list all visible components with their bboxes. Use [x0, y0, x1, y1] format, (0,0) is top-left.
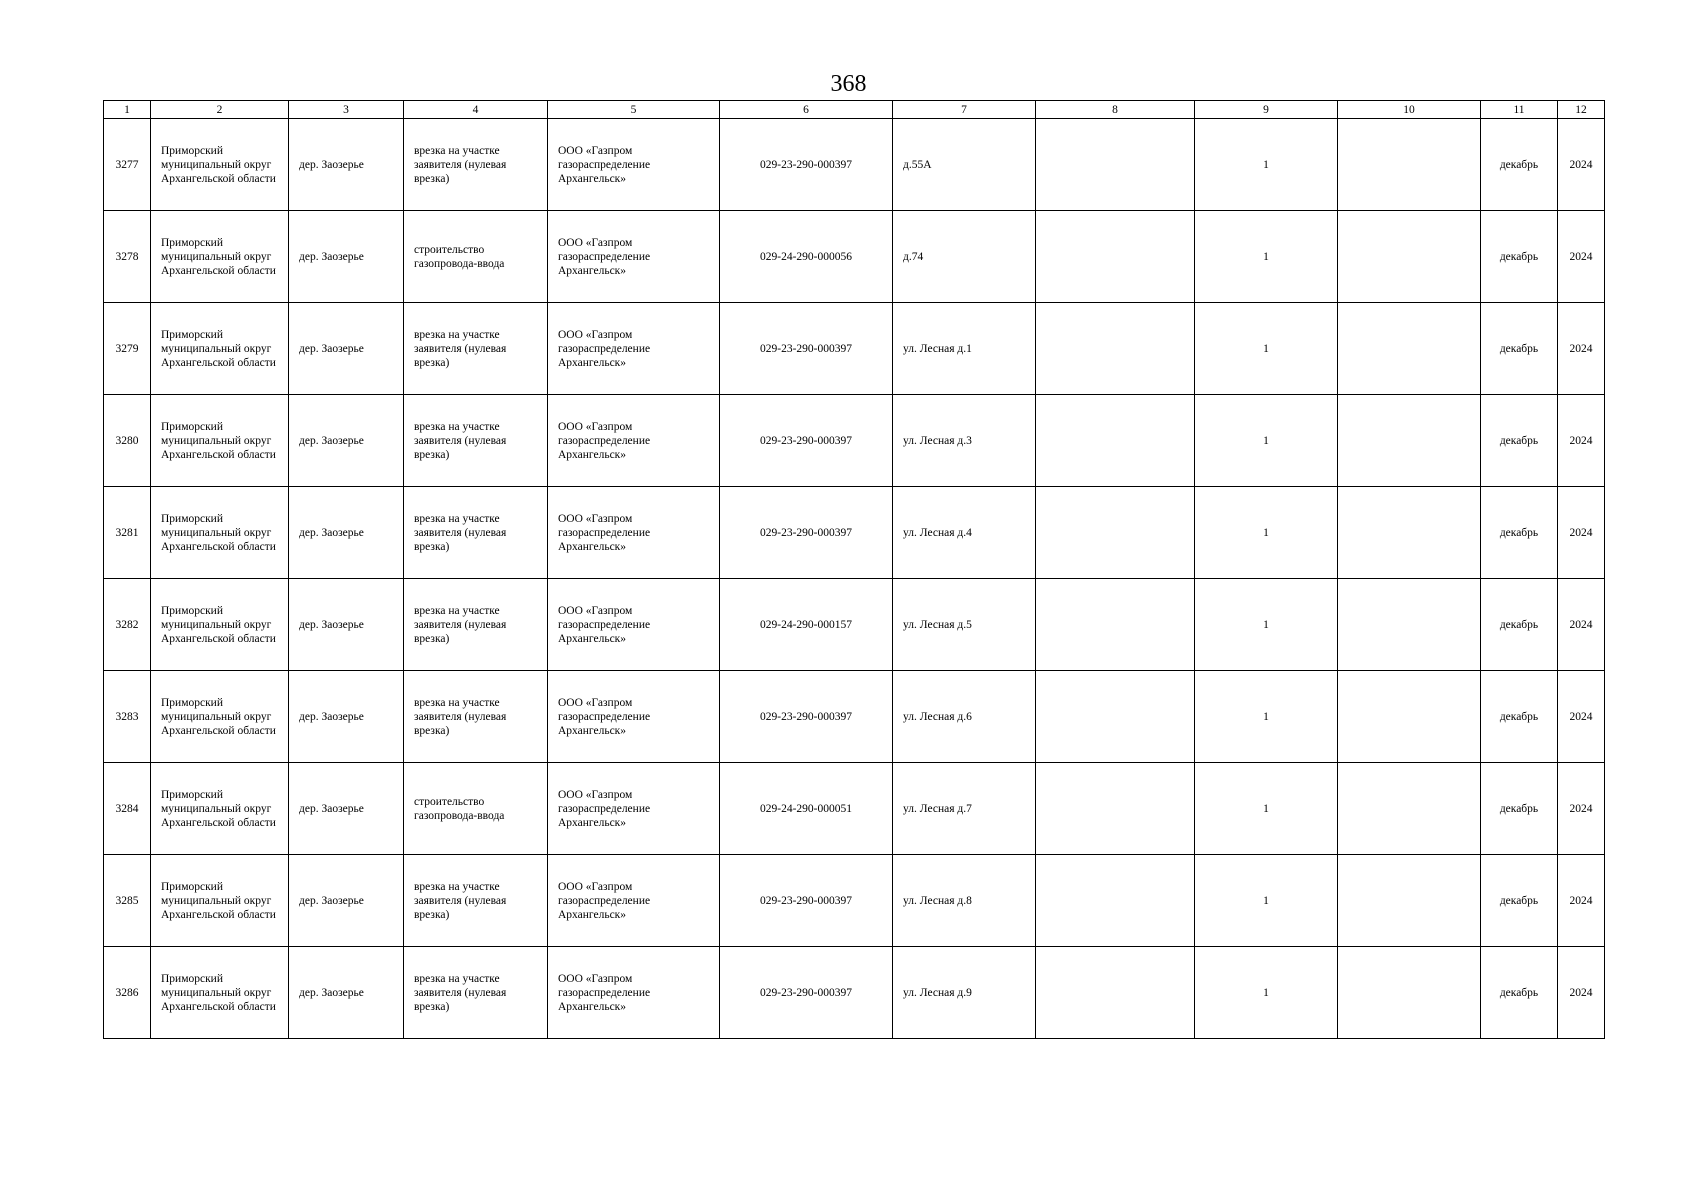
municipality-cell: Приморский муниципальный округ Архангельской области — [151, 763, 289, 855]
column-10-cell — [1338, 579, 1481, 671]
work-type-cell: врезка на участке заявителя (нулевая врезка) — [404, 395, 548, 487]
permit-code-cell: 029-23-290-000397 — [720, 303, 893, 395]
settlement-cell: дер. Заозерье — [289, 671, 404, 763]
column-10-cell — [1338, 855, 1481, 947]
municipality-cell: Приморский муниципальный округ Архангельской области — [151, 211, 289, 303]
column-10-cell — [1338, 211, 1481, 303]
table-row — [104, 579, 1605, 671]
row-number-cell: 3279 — [104, 303, 151, 395]
address-cell: ул. Лесная д.3 — [893, 395, 1036, 487]
page-number: 368 — [830, 71, 867, 97]
organization-cell: ООО «Газпром газораспределение Архангельск» — [548, 855, 720, 947]
settlement-cell: дер. Заозерье — [289, 119, 404, 211]
table-row — [104, 395, 1605, 487]
column-header-9: 9 — [1195, 101, 1338, 119]
organization-cell: ООО «Газпром газораспределение Архангельск» — [548, 947, 720, 1039]
address-cell: ул. Лесная д.5 — [893, 579, 1036, 671]
count-cell: 1 — [1195, 763, 1338, 855]
address-cell: ул. Лесная д.7 — [893, 763, 1036, 855]
permit-code-cell: 029-24-290-000051 — [720, 763, 893, 855]
year-cell: 2024 — [1558, 119, 1605, 211]
organization-cell: ООО «Газпром газораспределение Архангельск» — [548, 763, 720, 855]
row-number-cell: 3277 — [104, 119, 151, 211]
year-cell: 2024 — [1558, 855, 1605, 947]
month-cell: декабрь — [1481, 579, 1558, 671]
year-cell: 2024 — [1558, 579, 1605, 671]
row-number-cell: 3280 — [104, 395, 151, 487]
column-header-4: 4 — [404, 101, 548, 119]
column-header-11: 11 — [1481, 101, 1558, 119]
count-cell: 1 — [1195, 119, 1338, 211]
year-cell: 2024 — [1558, 947, 1605, 1039]
column-8-cell — [1036, 947, 1195, 1039]
count-cell: 1 — [1195, 395, 1338, 487]
row-number-cell: 3285 — [104, 855, 151, 947]
work-type-cell: врезка на участке заявителя (нулевая врезка) — [404, 303, 548, 395]
organization-cell: ООО «Газпром газораспределение Архангельск» — [548, 671, 720, 763]
work-type-cell: врезка на участке заявителя (нулевая врезка) — [404, 947, 548, 1039]
settlement-cell: дер. Заозерье — [289, 487, 404, 579]
work-type-cell: врезка на участке заявителя (нулевая врезка) — [404, 119, 548, 211]
settlement-cell: дер. Заозерье — [289, 211, 404, 303]
municipality-cell: Приморский муниципальный округ Архангельской области — [151, 303, 289, 395]
settlement-cell: дер. Заозерье — [289, 947, 404, 1039]
column-header-5: 5 — [548, 101, 720, 119]
column-header-7: 7 — [893, 101, 1036, 119]
address-cell: д.74 — [893, 211, 1036, 303]
column-8-cell — [1036, 303, 1195, 395]
permit-code-cell: 029-23-290-000397 — [720, 671, 893, 763]
column-header-10: 10 — [1338, 101, 1481, 119]
permit-code-cell: 029-23-290-000397 — [720, 487, 893, 579]
year-cell: 2024 — [1558, 303, 1605, 395]
table-row — [104, 303, 1605, 395]
permit-code-cell: 029-23-290-000397 — [720, 395, 893, 487]
column-8-cell — [1036, 395, 1195, 487]
table-row — [104, 487, 1605, 579]
column-8-cell — [1036, 671, 1195, 763]
column-number-row — [104, 101, 1605, 119]
organization-cell: ООО «Газпром газораспределение Архангельск» — [548, 119, 720, 211]
count-cell: 1 — [1195, 303, 1338, 395]
work-type-cell: врезка на участке заявителя (нулевая врезка) — [404, 579, 548, 671]
row-number-cell: 3283 — [104, 671, 151, 763]
permit-code-cell: 029-23-290-000397 — [720, 119, 893, 211]
column-10-cell — [1338, 671, 1481, 763]
address-cell: д.55А — [893, 119, 1036, 211]
column-header-3: 3 — [289, 101, 404, 119]
month-cell: декабрь — [1481, 855, 1558, 947]
year-cell: 2024 — [1558, 211, 1605, 303]
column-header-8: 8 — [1036, 101, 1195, 119]
count-cell: 1 — [1195, 211, 1338, 303]
permit-code-cell: 029-23-290-000397 — [720, 947, 893, 1039]
organization-cell: ООО «Газпром газораспределение Архангельск» — [548, 579, 720, 671]
column-10-cell — [1338, 763, 1481, 855]
address-cell: ул. Лесная д.4 — [893, 487, 1036, 579]
table-row — [104, 119, 1605, 211]
count-cell: 1 — [1195, 855, 1338, 947]
column-8-cell — [1036, 211, 1195, 303]
permit-code-cell: 029-24-290-000056 — [720, 211, 893, 303]
month-cell: декабрь — [1481, 119, 1558, 211]
month-cell: декабрь — [1481, 303, 1558, 395]
work-type-cell: строительство газопровода-ввода — [404, 763, 548, 855]
table-row — [104, 855, 1605, 947]
column-8-cell — [1036, 119, 1195, 211]
month-cell: декабрь — [1481, 211, 1558, 303]
column-8-cell — [1036, 579, 1195, 671]
permit-code-cell: 029-23-290-000397 — [720, 855, 893, 947]
table-body — [104, 119, 1605, 1039]
column-8-cell — [1036, 855, 1195, 947]
column-10-cell — [1338, 487, 1481, 579]
month-cell: декабрь — [1481, 763, 1558, 855]
count-cell: 1 — [1195, 947, 1338, 1039]
year-cell: 2024 — [1558, 395, 1605, 487]
row-number-cell: 3286 — [104, 947, 151, 1039]
table-row — [104, 671, 1605, 763]
column-10-cell — [1338, 947, 1481, 1039]
municipality-cell: Приморский муниципальный округ Архангельской области — [151, 855, 289, 947]
month-cell: декабрь — [1481, 671, 1558, 763]
work-type-cell: врезка на участке заявителя (нулевая врезка) — [404, 487, 548, 579]
row-number-cell: 3281 — [104, 487, 151, 579]
settlement-cell: дер. Заозерье — [289, 763, 404, 855]
month-cell: декабрь — [1481, 395, 1558, 487]
column-10-cell — [1338, 303, 1481, 395]
table-row — [104, 763, 1605, 855]
work-type-cell: строительство газопровода-ввода — [404, 211, 548, 303]
column-header-1: 1 — [104, 101, 151, 119]
organization-cell: ООО «Газпром газораспределение Архангельск» — [548, 487, 720, 579]
organization-cell: ООО «Газпром газораспределение Архангельск» — [548, 395, 720, 487]
count-cell: 1 — [1195, 487, 1338, 579]
address-cell: ул. Лесная д.6 — [893, 671, 1036, 763]
month-cell: декабрь — [1481, 487, 1558, 579]
permit-code-cell: 029-24-290-000157 — [720, 579, 893, 671]
organization-cell: ООО «Газпром газораспределение Архангельск» — [548, 303, 720, 395]
year-cell: 2024 — [1558, 763, 1605, 855]
row-number-cell: 3284 — [104, 763, 151, 855]
year-cell: 2024 — [1558, 487, 1605, 579]
municipality-cell: Приморский муниципальный округ Архангельской области — [151, 947, 289, 1039]
municipality-cell: Приморский муниципальный округ Архангельской области — [151, 487, 289, 579]
municipality-cell: Приморский муниципальный округ Архангельской области — [151, 579, 289, 671]
row-number-cell: 3282 — [104, 579, 151, 671]
column-10-cell — [1338, 119, 1481, 211]
work-type-cell: врезка на участке заявителя (нулевая врезка) — [404, 855, 548, 947]
municipality-cell: Приморский муниципальный округ Архангельской области — [151, 671, 289, 763]
table-row — [104, 211, 1605, 303]
address-cell: ул. Лесная д.8 — [893, 855, 1036, 947]
column-8-cell — [1036, 487, 1195, 579]
address-cell: ул. Лесная д.1 — [893, 303, 1036, 395]
settlement-cell: дер. Заозерье — [289, 855, 404, 947]
settlement-cell: дер. Заозерье — [289, 303, 404, 395]
month-cell: декабрь — [1481, 947, 1558, 1039]
register-table — [103, 100, 1605, 1039]
table-row — [104, 947, 1605, 1039]
row-number-cell: 3278 — [104, 211, 151, 303]
column-header-12: 12 — [1558, 101, 1605, 119]
count-cell: 1 — [1195, 671, 1338, 763]
year-cell: 2024 — [1558, 671, 1605, 763]
column-10-cell — [1338, 395, 1481, 487]
address-cell: ул. Лесная д.9 — [893, 947, 1036, 1039]
column-8-cell — [1036, 763, 1195, 855]
settlement-cell: дер. Заозерье — [289, 579, 404, 671]
count-cell: 1 — [1195, 579, 1338, 671]
municipality-cell: Приморский муниципальный округ Архангельской области — [151, 395, 289, 487]
organization-cell: ООО «Газпром газораспределение Архангельск» — [548, 211, 720, 303]
work-type-cell: врезка на участке заявителя (нулевая врезка) — [404, 671, 548, 763]
column-header-6: 6 — [720, 101, 893, 119]
column-header-2: 2 — [151, 101, 289, 119]
settlement-cell: дер. Заозерье — [289, 395, 404, 487]
municipality-cell: Приморский муниципальный округ Архангельской области — [151, 119, 289, 211]
